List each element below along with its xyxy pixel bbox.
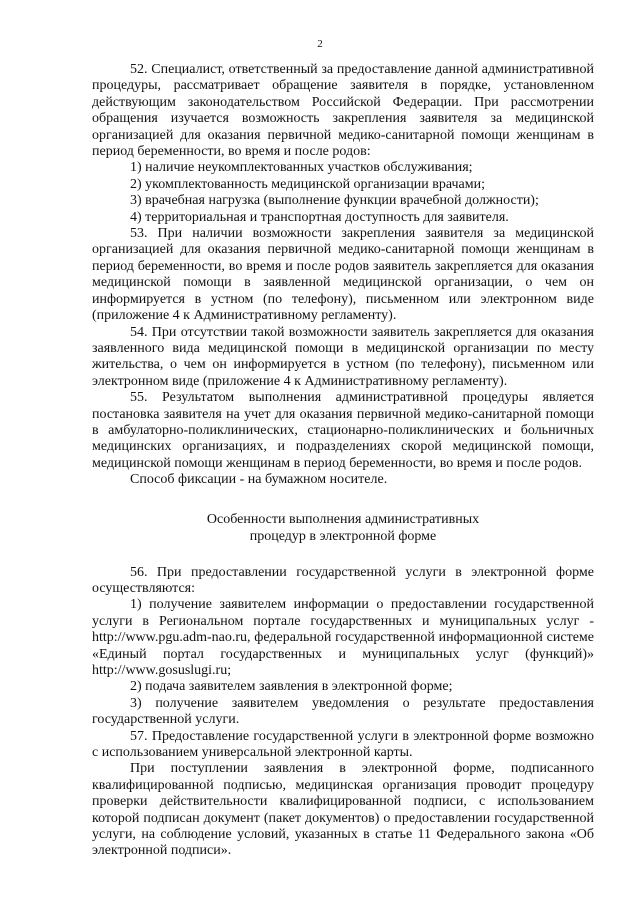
- paragraph-53: 53. При наличии возможности закрепления заявителя за медицинской организацией для оказания первичной медико-санитарной помощи женщинам в период беременности, во время и после родов заявитель закрепляется для оказания медицинской помощи в заявленной медицинской организации, о чем он информируется в устном (по телефону), письменном или электронном виде (приложение 4 к Административному регламенту).: [92, 226, 594, 324]
- paragraph-57: 57. Предоставление государственной услуги в электронной форме возможно с использованием универсальной электронной карты.: [92, 728, 594, 761]
- section-heading: [92, 511, 594, 545]
- paragraph-54: 54. При отсутствии такой возможности заявитель закрепляется для оказания заявленного вида медицинской помощи в медицинской организации по месту жительства, о чем он информируется в устном (по телефону), письменном или электронном виде (приложение 4 к Административному регламенту).: [92, 324, 594, 389]
- paragraph-55: 55. Результатом выполнения административной процедуры является постановка заявителя на учет для оказания первичной медико-санитарной помощи в амбулаторно-поликлинических, стационарно-поликлинических и больничных медицинских организациях, и подразделениях скорой медицинской помощи, медицинской помощи женщинам в период беременности, во время и после родов.: [92, 390, 594, 471]
- list-item: 4) территориальная и транспортная доступность для заявителя.: [130, 209, 509, 225]
- page-number: 2: [317, 38, 323, 50]
- document-body: [92, 62, 594, 860]
- list-item: 2) подача заявителем заявления в электронной форме;: [130, 679, 453, 695]
- list-item: 3) врачебная нагрузка (выполнение функции врачебной должности);: [130, 193, 539, 209]
- paragraph-52: 52. Специалист, ответственный за предоставление данной административной процедуры, рассматривает обращение заявителя в порядке, установленном действующим законодательством Российской Федерации. При рассмотрении обращения изучается возможность закрепления заявителя за медицинской организацией для оказания первичной медико-санитарной помощи женщинам в период беременности, во время и после родов:: [92, 62, 594, 160]
- paragraph-56: 56. При предоставлении государственной услуги в электронной форме осуществляются:: [92, 564, 594, 596]
- section-heading-line-1: Особенности выполнения административных: [206, 511, 480, 527]
- list-item: 3) получение заявителем уведомления о результате предоставления государственной услуги.: [92, 695, 594, 728]
- fixation-method: Способ фиксации - на бумажном носителе.: [130, 472, 388, 488]
- list-item: 2) укомплектованность медицинской организации врачами;: [130, 176, 485, 192]
- section-heading-line-2: процедур в электронной форме: [249, 528, 437, 544]
- list-item: 1) получение заявителем информации о предоставлении государственной услуги в Региональном портале государственных и муниципальных услуг - http://www.pgu.adm-nao.ru, федеральной государственной информационной системе «Единый портал государственных и муниципальных услуг (функций)» http://www.gosuslugi.ru;: [92, 597, 594, 678]
- list-item: 1) наличие неукомплектованных участков обслуживания;: [130, 160, 473, 176]
- paragraph-signature-check: При поступлении заявления в электронной форме, подписанного квалифицированной подписью, медицинская организация проводит процедуру проверки действительности квалифицированной подписи, с использованием которой подписан документ (пакет документов) о предоставлении государственной услуги, на соблюдение условий, указанных в статье 11 Федерального закона «Об электронной подписи».: [92, 761, 594, 859]
